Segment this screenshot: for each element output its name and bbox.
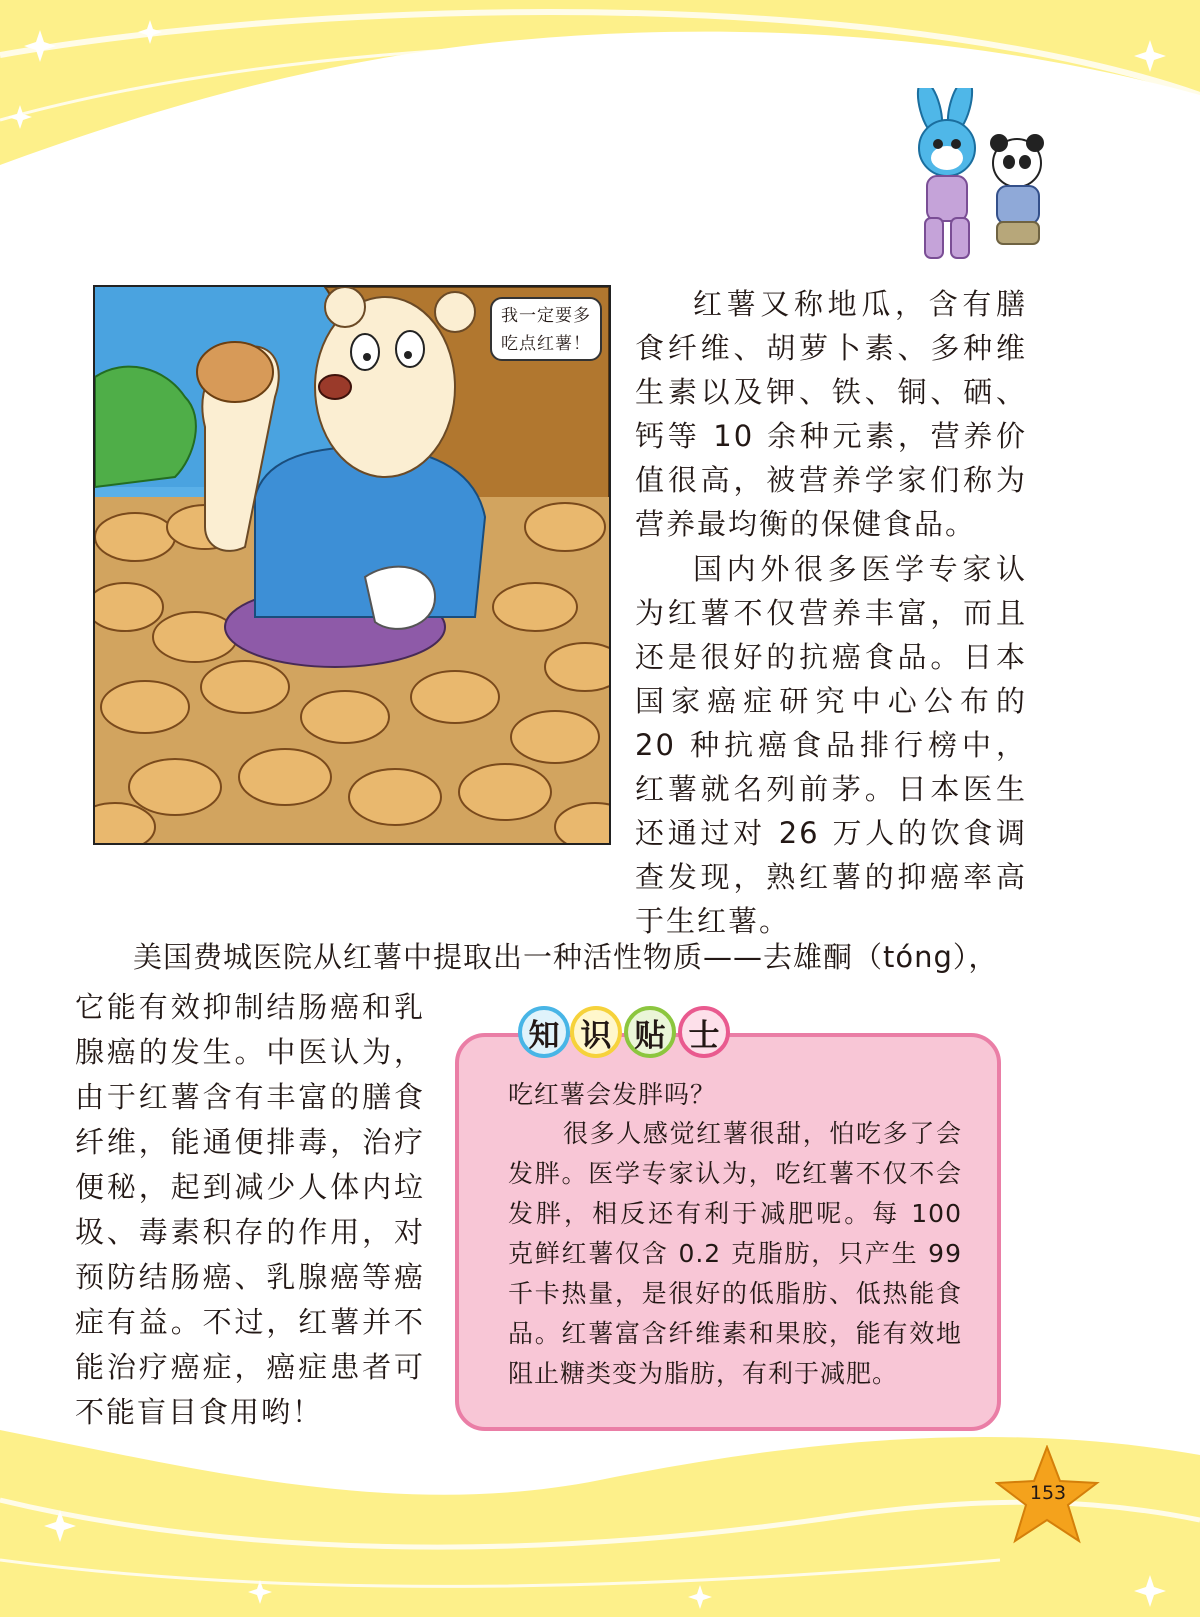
tip-title-char: 识: [570, 1006, 622, 1058]
paragraph-philadelphia-rest: 它能有效抑制结肠癌和乳腺癌的发生。中医认为，由于红薯含有丰富的膳食纤维，能通便排毒，治疗便秘，起到减少人体内垃圾、毒素积存的作用，对预防结肠癌、乳腺癌等癌症有益。不过，红薯并不能治疗癌症，癌症患者可不能盲目食用哟！: [75, 990, 425, 1429]
comic-bear-illustration: [95, 287, 609, 843]
mascot-illustration: [885, 88, 1065, 268]
tip-title-char: 士: [678, 1006, 730, 1058]
paragraph-anticancer: 国内外很多医学专家认为红薯不仅营养丰富，而且还是很好的抗癌食品。日本国家癌症研究中心公布的 20 种抗癌食品排行榜中，红薯就名列前茅。日本医生还通过对 26 万人的饮食调查发现，熟红薯的抑癌率高于生红薯。: [635, 552, 1027, 938]
speech-bubble: [490, 297, 602, 361]
paragraph-intro: 红薯又称地瓜，含有膳食纤维、胡萝卜素、多种维生素以及钾、铁、铜、硒、钙等 10 余种元素，营养价值很高，被营养学家们称为营养最均衡的保健食品。: [635, 287, 1027, 541]
tip-answer: 很多人感觉红薯很甜，怕吃多了会发胖。医学专家认为，吃红薯不仅不会发胖，相反还有利于减肥呢。每 100 克鲜红薯仅含 0.2 克脂肪，只产生 99 千卡热量，是很好的低脂肪、低热能食品。红薯富含纤维素和果胶，能有效地阻止糖类变为脂肪，有利于减肥。: [508, 1119, 962, 1388]
page-number: 153: [1029, 1482, 1067, 1504]
tip-title-char: 知: [518, 1006, 570, 1058]
paragraph-philadelphia-line: 美国费城医院从红薯中提取出一种活性物质——去雄酮（tóng），: [133, 940, 999, 974]
comic-panel: [93, 285, 611, 845]
tip-question: 吃红薯会发胖吗？: [508, 1080, 717, 1109]
tip-title-char: 贴: [624, 1006, 676, 1058]
speech-bubble-text: 我一定要多 吃点红薯！: [501, 306, 591, 354]
